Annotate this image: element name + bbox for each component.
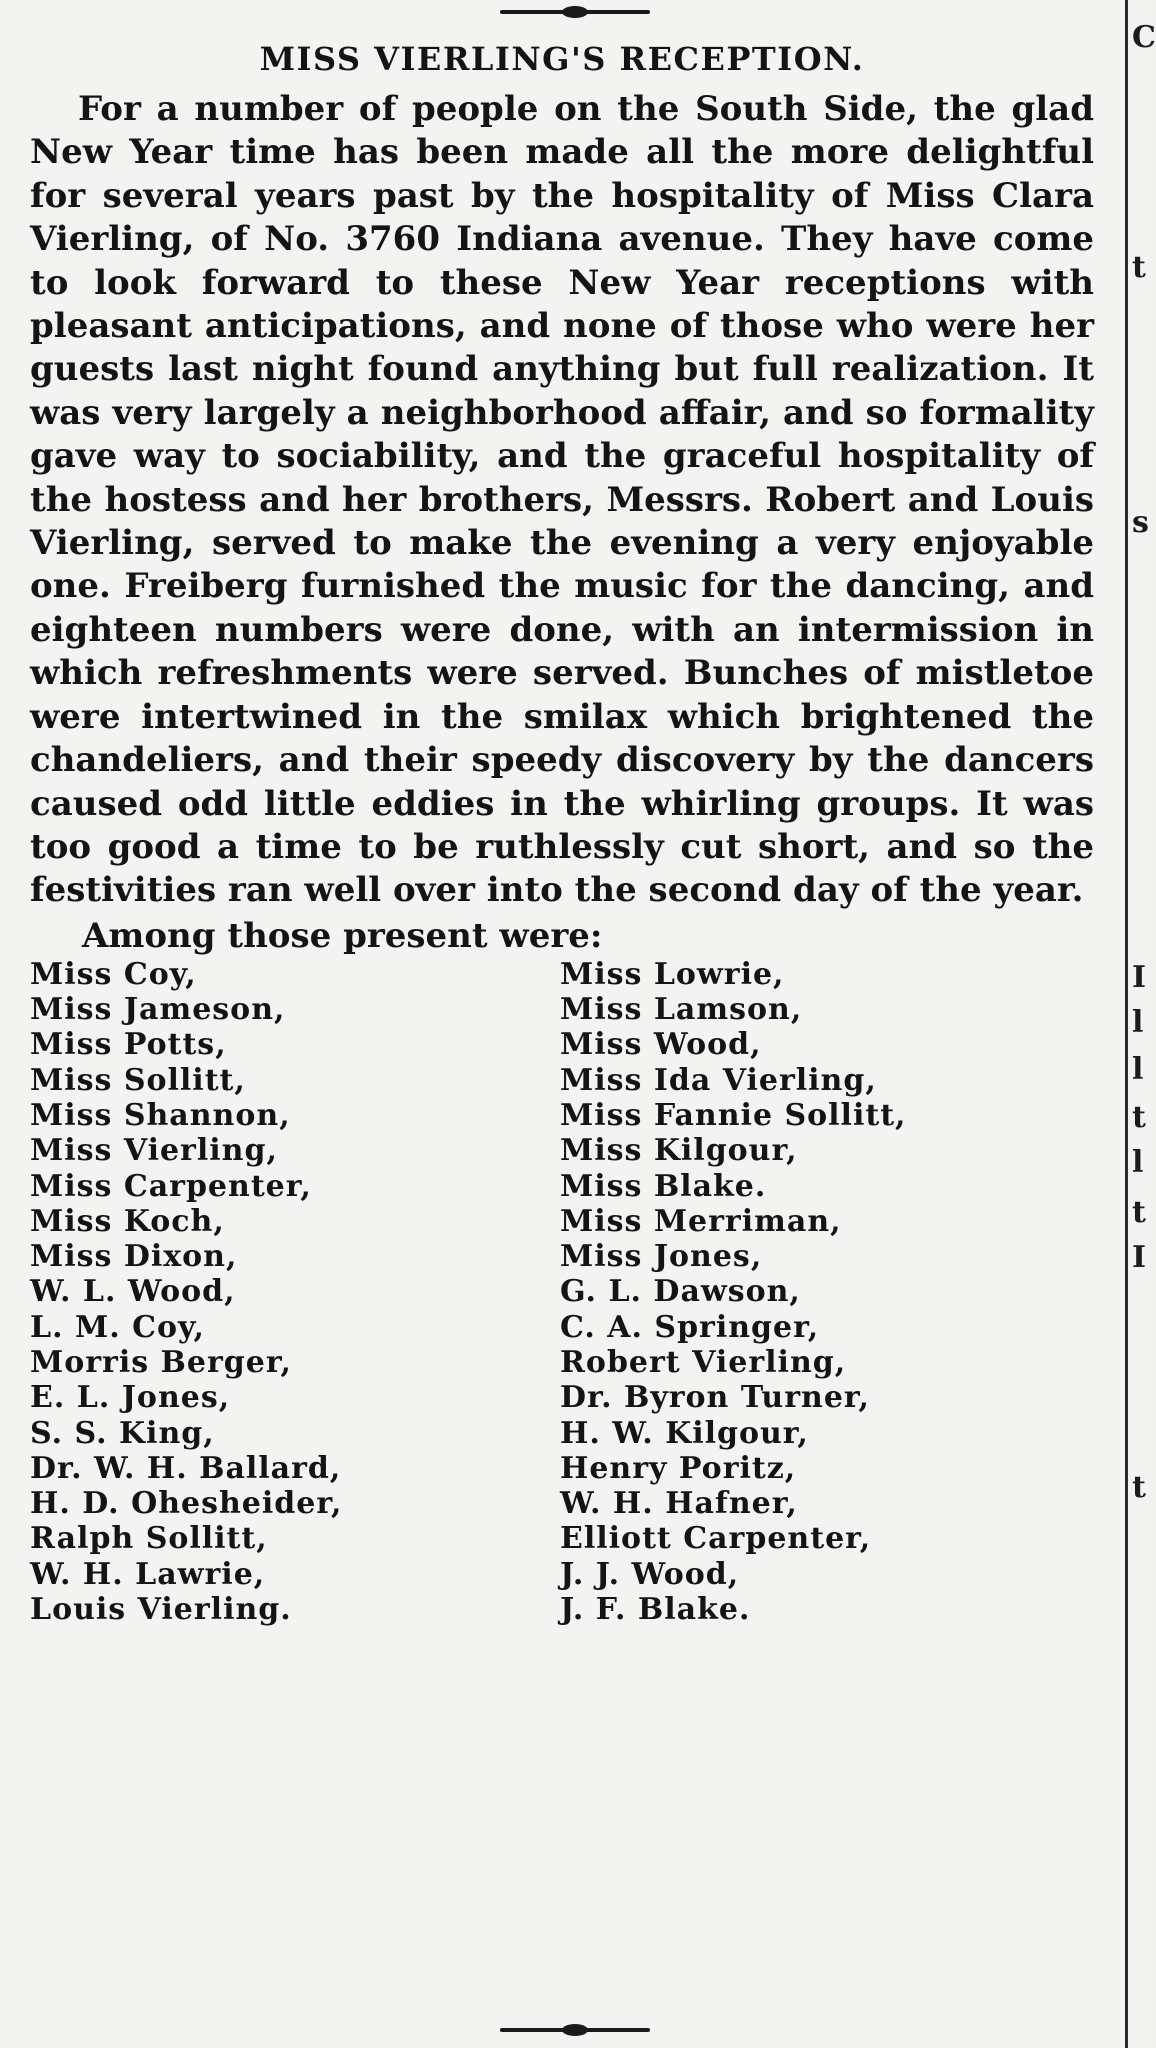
- attendee-name: W. H. Lawrie,: [30, 1556, 266, 1592]
- attendee-list: [30, 957, 1094, 1628]
- bottom-rule-ornament: [500, 2028, 650, 2032]
- attendee-name: Elliott Carpenter,: [560, 1521, 872, 1557]
- attendee-name: Miss Dixon,: [30, 1239, 238, 1275]
- attendee-name: Morris Berger,: [30, 1344, 292, 1380]
- attendee-name: W. L. Wood,: [30, 1274, 236, 1310]
- adjacent-column-letter: I: [1132, 1240, 1147, 1275]
- attendee-name: Dr. Byron Turner,: [560, 1380, 870, 1416]
- adjacent-column-letter: C: [1132, 20, 1156, 55]
- attendee-name: Miss Sollitt,: [30, 1062, 246, 1098]
- attendee-name: W. H. Hafner,: [560, 1486, 798, 1522]
- adjacent-column-letter: t: [1132, 1195, 1146, 1230]
- attendee-name: L. M. Coy,: [30, 1309, 205, 1345]
- attendee-name: Miss Coy,: [30, 956, 197, 992]
- attendee-name: Ralph Sollitt,: [30, 1521, 268, 1557]
- attendee-name: Miss Shannon,: [30, 1097, 291, 1133]
- attendee-name: H. D. Ohesheider,: [30, 1486, 343, 1522]
- attendee-name: Miss Fannie Sollitt,: [560, 1097, 907, 1133]
- attendee-name: Miss Carpenter,: [30, 1168, 312, 1204]
- top-rule-ornament: [500, 10, 650, 14]
- attendee-name: G. L. Dawson,: [560, 1274, 801, 1310]
- attendee-column-right: [560, 957, 1080, 1628]
- adjacent-column-letter: t: [1132, 1470, 1146, 1505]
- article-headline: MISS VIERLING'S RECEPTION.: [259, 40, 865, 78]
- attendee-name: Dr. W. H. Ballard,: [30, 1450, 342, 1486]
- attendee-name: Miss Blake.: [560, 1168, 767, 1204]
- attendee-name: Miss Lamson,: [560, 992, 803, 1028]
- attendee-name: E. L. Jones,: [30, 1380, 231, 1416]
- attendee-name: Miss Merriman,: [560, 1203, 842, 1239]
- attendee-name: Henry Poritz,: [560, 1450, 797, 1486]
- adjacent-column-letter: l: [1132, 1145, 1144, 1180]
- adjacent-column-letter: s: [1132, 505, 1149, 540]
- attendee-name: Miss Vierling,: [30, 1133, 278, 1169]
- attendee-name: Miss Kilgour,: [560, 1133, 798, 1169]
- attendee-name: Miss Jones,: [560, 1239, 763, 1275]
- adjacent-column-letter: t: [1132, 1100, 1146, 1135]
- article-body: For a number of people on the South Side, the glad New Year time has been made all the more delightful for several years past by the hospitality of Miss Clara Vierling, of No. 3760 Indiana avenue. They have come to look forward to these New Year receptions with pleasant anticipations, and none of those who were her guests last night found anything but full realization. It was very largely a neighborhood affair, and so formality gave way to sociability, and the graceful hospitality of the hostess and her brothers, Messrs. Robert and Louis Vierling, served to make the evening a very enjoyable one. Freiberg furnished the music for the dancing, and eighteen numbers were done, with an intermission in which refreshments were served. Bunches of mistletoe were intertwined in the smilax which brightened the chandeliers, and their speedy discovery by the dancers caused odd little eddies in the whirling groups. It was too good a time to be ruthlessly cut short, and so the festivities ran well over into the second day of the year.: [30, 89, 1094, 911]
- attendee-name: H. W. Kilgour,: [560, 1415, 809, 1451]
- attendee-column-left: [30, 957, 560, 1628]
- attendee-name: J. F. Blake.: [560, 1592, 751, 1628]
- attendee-name: S. S. King,: [30, 1415, 215, 1451]
- attendee-name: Miss Wood,: [560, 1027, 762, 1063]
- adjacent-column-letter: l: [1132, 1005, 1144, 1040]
- adjacent-column-letter: t: [1132, 250, 1146, 285]
- attendee-name: Miss Koch,: [30, 1203, 225, 1239]
- article: [30, 36, 1094, 1627]
- attendees-intro: Among those present were:: [82, 915, 603, 956]
- adjacent-column-letter: l: [1132, 1052, 1144, 1087]
- attendee-name: Louis Vierling.: [30, 1592, 292, 1628]
- attendee-name: Miss Jameson,: [30, 992, 286, 1028]
- attendee-name: C. A. Springer,: [560, 1309, 820, 1345]
- attendee-name: Robert Vierling,: [560, 1344, 847, 1380]
- adjacent-column-fragment: [1128, 0, 1156, 2048]
- attendee-name: J. J. Wood,: [560, 1556, 740, 1592]
- attendee-name: Miss Potts,: [30, 1027, 227, 1063]
- adjacent-column-letter: I: [1132, 960, 1147, 995]
- attendee-name: Miss Ida Vierling,: [560, 1062, 877, 1098]
- attendee-name: Miss Lowrie,: [560, 956, 785, 992]
